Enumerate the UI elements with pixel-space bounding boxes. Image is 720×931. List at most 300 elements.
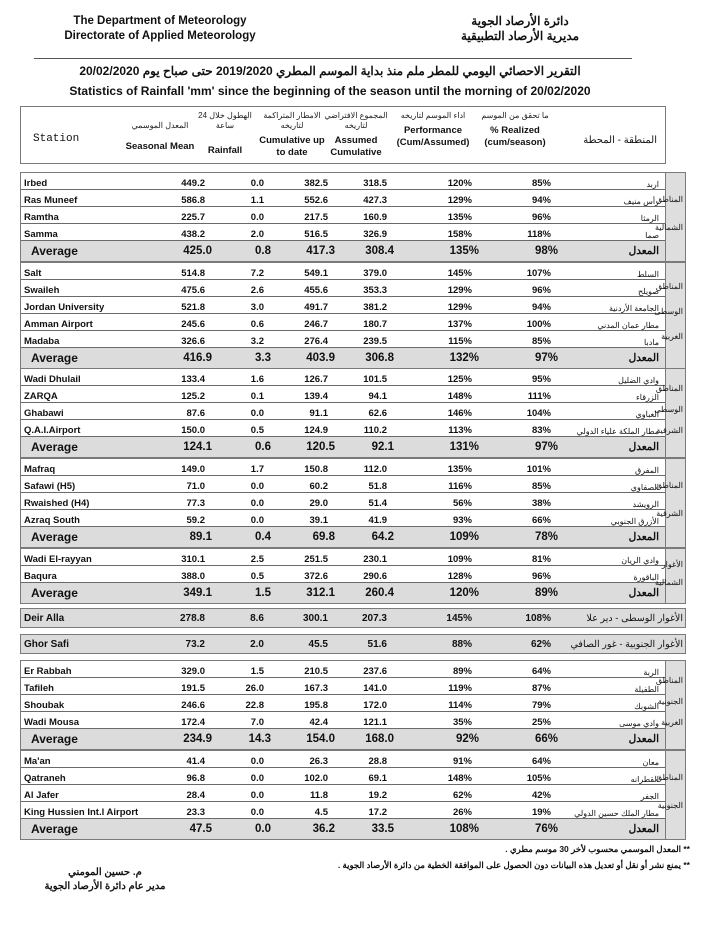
region-label: الجنوبية	[657, 801, 683, 810]
realized-value: 95%	[531, 374, 551, 385]
cum-value: 154.0	[306, 733, 335, 745]
realized-value: 89%	[534, 587, 558, 599]
table-row	[21, 369, 665, 386]
perf-value: 129%	[447, 285, 472, 296]
rain-value: 26.0	[245, 683, 264, 694]
org-ar-line-1: دائرة الأرصاد الجوية	[471, 14, 569, 28]
realized-value: 85%	[531, 336, 551, 347]
perf-value: 35%	[452, 717, 472, 728]
region-group	[20, 660, 686, 750]
mean-value: 77.3	[186, 498, 205, 509]
station-name: Salt	[24, 268, 42, 279]
average-label: Average	[31, 530, 78, 544]
average-row	[21, 348, 665, 368]
cum-value: 210.5	[304, 666, 328, 677]
mean-value: 125.2	[181, 391, 205, 402]
station-name-ar: الطفيلة	[634, 685, 659, 694]
region-label: الشرقية	[656, 509, 683, 518]
perf-value: 88%	[451, 638, 472, 650]
station-name: ZARQA	[24, 391, 58, 402]
cum-value: 42.4	[309, 717, 328, 728]
realized-value: 118%	[527, 229, 551, 240]
mean-value: 349.1	[183, 587, 212, 599]
station-name: Wadi Dhulail	[24, 374, 81, 385]
table-row	[21, 635, 685, 653]
realized-value: 85%	[531, 178, 551, 189]
station-name: Safawi (H5)	[24, 481, 76, 492]
table-row	[21, 386, 665, 403]
assumed-value: 28.8	[368, 756, 387, 767]
mean-value: 59.2	[186, 515, 205, 526]
region-label-cell	[655, 660, 686, 750]
realized-value: 81%	[531, 554, 551, 565]
table-row	[21, 785, 665, 802]
col-header-region: المنطقة - المحطة	[583, 135, 657, 146]
region-label-cell	[654, 262, 686, 369]
realized-value: 78%	[534, 531, 558, 543]
table-row	[21, 661, 665, 678]
average-label: Average	[31, 732, 78, 746]
station-name: Samma	[24, 229, 58, 240]
cum-value: 91.1	[309, 408, 328, 419]
assumed-value: 427.3	[363, 195, 387, 206]
perf-value: 129%	[447, 195, 472, 206]
realized-value: 94%	[531, 302, 551, 313]
cum-value: 195.8	[304, 700, 328, 711]
region-group	[20, 262, 686, 369]
cum-value: 29.0	[309, 498, 328, 509]
station-name-ar: مطار عمان المدني	[597, 321, 659, 330]
perf-value: 109%	[449, 531, 479, 543]
table-row	[21, 297, 665, 314]
realized-value: 19%	[531, 807, 551, 818]
table-row	[21, 173, 665, 190]
station-name: Baqura	[24, 571, 57, 582]
table-row	[21, 190, 665, 207]
realized-value: 97%	[534, 352, 558, 364]
assumed-value: 94.1	[368, 391, 387, 402]
mean-value: 96.8	[186, 773, 205, 784]
cum-value: 11.8	[310, 790, 328, 801]
station-name-ar: الباقورة	[633, 573, 659, 582]
station-name-ar: الأغوار الجنوبية - غور الصافي	[570, 638, 683, 650]
perf-value: 158%	[447, 229, 472, 240]
assumed-value: 41.9	[368, 515, 387, 526]
realized-value: 76%	[534, 823, 558, 835]
station-name: Ma'an	[24, 756, 51, 767]
rain-value: 8.6	[250, 612, 264, 624]
station-name: Irbed	[24, 178, 48, 189]
average-row	[21, 729, 665, 749]
station-name: Mafraq	[24, 464, 56, 475]
table-row	[21, 566, 665, 583]
mean-value: 329.0	[181, 666, 205, 677]
realized-value: 66%	[531, 515, 551, 526]
perf-value: 132%	[449, 352, 479, 364]
single-station-block	[20, 608, 686, 628]
report-title-en: Statistics of Rainfall 'mm' since the beginning of the season until the morning of 20/02/2020	[69, 84, 591, 98]
station-name-ar: الصفاوي	[630, 483, 659, 492]
region-label: المناطق	[655, 384, 683, 393]
region-label: الشمالية	[655, 577, 683, 587]
station-name: Amman Airport	[24, 319, 93, 330]
assumed-value: 239.5	[363, 336, 387, 347]
average-label-ar: المعدل	[628, 352, 659, 364]
cum-value: 45.5	[308, 638, 328, 650]
region-label: الشرقية	[656, 426, 683, 435]
perf-value: 56%	[452, 498, 472, 509]
assumed-value: 64.2	[371, 531, 394, 543]
mean-value: 87.6	[186, 408, 205, 419]
perf-value: 91%	[452, 756, 472, 767]
average-label: Average	[31, 244, 78, 258]
rain-value: 3.0	[250, 302, 264, 313]
region-label-cell	[655, 458, 686, 548]
mean-value: 586.8	[181, 195, 205, 206]
assumed-value: 33.5	[371, 823, 394, 835]
table-row	[21, 207, 665, 224]
mean-value: 246.6	[181, 700, 205, 711]
rain-value: 0.0	[250, 481, 264, 492]
table-row	[21, 224, 665, 241]
realized-value: 97%	[534, 441, 558, 453]
realized-value: 105%	[526, 773, 551, 784]
table-row	[21, 712, 665, 729]
region-label-cell	[655, 750, 686, 840]
station-name: Al Jafer	[24, 790, 59, 801]
realized-value: 38%	[531, 498, 551, 509]
average-label-ar: المعدل	[628, 823, 659, 835]
assumed-value: 51.4	[368, 498, 387, 509]
perf-value: 120%	[449, 587, 479, 599]
region-label: المناطق	[655, 195, 683, 204]
signatory-name: م. حسين المومني	[68, 867, 142, 878]
mean-value: 521.8	[181, 302, 205, 313]
assumed-value: 172.0	[363, 700, 387, 711]
rain-value: 7.0	[250, 717, 264, 728]
signature-block	[30, 866, 180, 894]
report-title-ar: التقرير الاحصائي اليومي للمطر ملم منذ بداية الموسم المطري 2019/2020 حتى صباح يوم 20/02/2020	[79, 64, 581, 78]
mean-value: 425.0	[183, 245, 212, 257]
mean-value: 438.2	[181, 229, 205, 240]
rain-value: 0.0	[250, 515, 264, 526]
assumed-value: 121.1	[363, 717, 387, 728]
rain-value: 0.5	[250, 425, 264, 436]
col-header-seasonal-mean: المعدل الموسمي Seasonal Mean	[125, 121, 195, 152]
rain-value: 2.0	[250, 638, 264, 650]
station-name-ar: الربة	[643, 668, 659, 677]
rain-value: 0.0	[250, 773, 264, 784]
region-label: الغربية	[661, 332, 683, 341]
mean-value: 514.8	[181, 268, 205, 279]
mean-value: 245.6	[181, 319, 205, 330]
rain-value: 0.6	[255, 441, 271, 453]
station-name: Ramtha	[24, 212, 59, 223]
table-row	[21, 751, 665, 768]
realized-value: 64%	[531, 756, 551, 767]
rain-value: 0.0	[250, 178, 264, 189]
rain-value: 2.6	[250, 285, 264, 296]
mean-value: 225.7	[181, 212, 205, 223]
table-row	[21, 493, 665, 510]
perf-value: 128%	[447, 571, 472, 582]
assumed-value: 69.1	[368, 773, 387, 784]
table-row	[21, 768, 665, 785]
assumed-value: 318.5	[363, 178, 387, 189]
col-header-realized: ما تحقق من الموسم % Realized (cum/season)	[481, 111, 549, 148]
table-row	[21, 280, 665, 297]
realized-value: 85%	[531, 481, 551, 492]
station-name: Jordan University	[24, 302, 105, 313]
cum-value: 150.8	[304, 464, 328, 475]
table-row	[21, 802, 665, 819]
cum-value: 102.0	[304, 773, 328, 784]
station-name-ar: صما	[645, 231, 659, 240]
mean-value: 71.0	[186, 481, 205, 492]
perf-value: 62%	[452, 790, 472, 801]
assumed-value: 379.0	[363, 268, 387, 279]
assumed-value: 381.2	[363, 302, 387, 313]
cum-value: 167.3	[304, 683, 328, 694]
perf-value: 108%	[449, 823, 479, 835]
assumed-value: 92.1	[371, 441, 394, 453]
perf-value: 148%	[447, 391, 472, 402]
rain-value: 3.3	[255, 352, 271, 364]
perf-value: 114%	[448, 700, 472, 711]
rain-value: 1.7	[250, 464, 264, 475]
region-label-cell	[654, 368, 686, 458]
realized-value: 83%	[531, 425, 551, 436]
assumed-value: 207.3	[361, 612, 387, 624]
perf-value: 145%	[447, 268, 472, 279]
region-group	[20, 458, 686, 548]
rain-value: 0.0	[250, 408, 264, 419]
realized-value: 111%	[527, 391, 551, 402]
region-group	[20, 548, 686, 604]
assumed-value: 308.4	[365, 245, 394, 257]
perf-value: 131%	[449, 441, 479, 453]
region-label: الجنوبية	[657, 697, 683, 706]
station-name-ar: الشوبك	[634, 702, 659, 711]
perf-value: 92%	[455, 733, 479, 745]
cum-value: 39.1	[309, 515, 328, 526]
realized-value: 104%	[526, 408, 551, 419]
region-label: المناطق	[655, 676, 683, 685]
station-name-ar: القطرانه	[630, 775, 659, 784]
mean-value: 133.4	[181, 374, 205, 385]
perf-value: 135%	[447, 212, 472, 223]
perf-value: 145%	[446, 612, 472, 624]
assumed-value: 168.0	[365, 733, 394, 745]
average-label: Average	[31, 586, 78, 600]
station-name-ar: الجامعة الأردنية	[608, 304, 659, 313]
footnote: ** يمنع نشر أو نقل أو تعديل هذه البيانات دون الحصول على الموافقة الخطية من دائرة الأرصاد الجوية .	[337, 860, 690, 870]
mean-value: 47.5	[189, 823, 212, 835]
station-name-ar: الأزرق الجنوبي	[610, 517, 659, 526]
rain-value: 22.8	[245, 700, 264, 711]
average-row	[21, 437, 665, 457]
station-name: Rwaished (H4)	[24, 498, 90, 509]
perf-value: 125%	[447, 374, 472, 385]
rain-value: 0.6	[250, 319, 264, 330]
rain-value: 1.1	[250, 195, 264, 206]
station-name-ar: وادي الضليل	[618, 376, 659, 385]
realized-value: 107%	[526, 268, 551, 279]
realized-value: 94%	[531, 195, 551, 206]
perf-value: 109%	[447, 554, 472, 565]
region-label: المناطق	[655, 282, 683, 291]
average-row	[21, 583, 665, 603]
signatory-title: مدير عام دائرة الأرصاد الجوية	[44, 881, 166, 892]
assumed-value: 237.6	[363, 666, 387, 677]
assumed-value: 230.1	[363, 554, 387, 565]
realized-value: 96%	[531, 571, 551, 582]
mean-value: 41.4	[186, 756, 205, 767]
realized-value: 100%	[526, 319, 551, 330]
table-row	[21, 403, 665, 420]
cum-value: 246.7	[304, 319, 328, 330]
rain-value: 1.6	[250, 374, 264, 385]
table-row	[21, 314, 665, 331]
perf-value: 135%	[449, 245, 479, 257]
average-label-ar: المعدل	[628, 587, 659, 599]
perf-value: 113%	[448, 425, 472, 436]
station-name: Deir Alla	[24, 612, 65, 624]
realized-value: 101%	[526, 464, 551, 475]
average-row	[21, 819, 665, 839]
assumed-value: 51.6	[367, 638, 387, 650]
table-row	[21, 510, 665, 527]
station-name: Tafileh	[24, 683, 54, 694]
mean-value: 23.3	[186, 807, 205, 818]
average-label: Average	[31, 822, 78, 836]
mean-value: 150.0	[181, 425, 205, 436]
table-row	[21, 609, 685, 627]
realized-value: 96%	[531, 212, 551, 223]
rain-value: 14.3	[248, 733, 271, 745]
org-name-en	[40, 14, 280, 44]
perf-value: 129%	[447, 302, 472, 313]
org-line-2: Directorate of Applied Meteorology	[64, 30, 256, 42]
station-name: Shoubak	[24, 700, 65, 711]
assumed-value: 353.3	[363, 285, 387, 296]
average-label: Average	[31, 351, 78, 365]
station-name: Wadi El-rayyan	[24, 554, 92, 565]
assumed-value: 160.9	[363, 212, 387, 223]
assumed-value: 17.2	[368, 807, 387, 818]
station-name-ar: الرمثا	[640, 214, 659, 223]
assumed-value: 110.2	[363, 425, 387, 436]
station-name: Ghor Safi	[24, 638, 70, 650]
table-row	[21, 331, 665, 348]
cum-value: 217.5	[304, 212, 328, 223]
footnotes	[270, 841, 690, 873]
single-station-block	[20, 634, 686, 654]
perf-value: 146%	[447, 408, 472, 419]
realized-value: 98%	[534, 245, 558, 257]
col-header-performance: اداء الموسم لتاريخه Performance (Cum/Assumed)	[396, 111, 470, 148]
region-label: الشمالية	[655, 223, 683, 232]
table-row	[21, 678, 665, 695]
station-name: Azraq South	[24, 515, 80, 526]
mean-value: 73.2	[185, 638, 205, 650]
station-name-ar: المفرق	[635, 466, 659, 475]
region-label-cell	[655, 172, 686, 262]
station-name-ar: معان	[642, 758, 659, 767]
perf-value: 148%	[447, 773, 472, 784]
average-label: Average	[31, 440, 78, 454]
table-row	[21, 476, 665, 493]
assumed-value: 260.4	[365, 587, 394, 599]
station-name-ar: اربد	[646, 180, 659, 189]
rain-value: 1.5	[250, 666, 264, 677]
average-row	[21, 527, 665, 547]
average-label-ar: المعدل	[628, 531, 659, 543]
assumed-value: 62.6	[368, 408, 387, 419]
perf-value: 93%	[452, 515, 472, 526]
assumed-value: 326.9	[363, 229, 387, 240]
station-name: King Hussien Int.l Airport	[24, 807, 139, 818]
rain-value: 0.4	[255, 531, 271, 543]
col-header-assumed: المجموع الافتراضي لتاريخه Assumed Cumulative	[324, 111, 388, 158]
region-group	[20, 172, 686, 262]
table-row	[21, 263, 665, 280]
average-row	[21, 241, 665, 261]
mean-value: 278.8	[179, 612, 205, 624]
station-name-ar: مطار الملكة علياء الدولي	[576, 427, 659, 436]
cum-value: 126.7	[304, 374, 328, 385]
assumed-value: 180.7	[363, 319, 387, 330]
table-row	[21, 549, 665, 566]
cum-value: 516.5	[304, 229, 328, 240]
realized-value: 42%	[531, 790, 551, 801]
station-name-ar: الزرقاء	[636, 393, 659, 402]
rain-value: 2.5	[250, 554, 264, 565]
average-label-ar: المعدل	[628, 733, 659, 745]
mean-value: 89.1	[189, 531, 212, 543]
cum-value: 120.5	[306, 441, 335, 453]
station-name: Qatraneh	[24, 773, 66, 784]
rain-value: 3.2	[250, 336, 264, 347]
col-header-rainfall: الهطول خلال 24 ساعة Rainfall	[198, 111, 252, 156]
rain-value: 2.0	[250, 229, 264, 240]
assumed-value: 306.8	[365, 352, 394, 364]
station-name-ar: مطار الملك حسين الدولي	[574, 809, 659, 818]
station-name: Er Rabbah	[24, 666, 72, 677]
table-row	[21, 459, 665, 476]
mean-value: 172.4	[181, 717, 205, 728]
mean-value: 149.0	[181, 464, 205, 475]
region-label: الأغوار	[661, 560, 683, 570]
cum-value: 4.5	[314, 807, 328, 818]
average-label-ar: المعدل	[628, 245, 659, 257]
realized-value: 87%	[531, 683, 551, 694]
mean-value: 28.4	[186, 790, 205, 801]
rain-value: 0.0	[250, 807, 264, 818]
mean-value: 234.9	[183, 733, 212, 745]
mean-value: 326.6	[181, 336, 205, 347]
org-name-ar	[420, 14, 620, 44]
cum-value: 300.1	[302, 612, 328, 624]
perf-value: 115%	[448, 336, 472, 347]
station-name: Q.A.I.Airport	[24, 425, 81, 436]
station-name: Madaba	[24, 336, 60, 347]
cum-value: 139.4	[304, 391, 328, 402]
cum-value: 552.6	[304, 195, 328, 206]
perf-value: 137%	[447, 319, 472, 330]
cum-value: 26.3	[309, 756, 328, 767]
average-label-ar: المعدل	[628, 441, 659, 453]
